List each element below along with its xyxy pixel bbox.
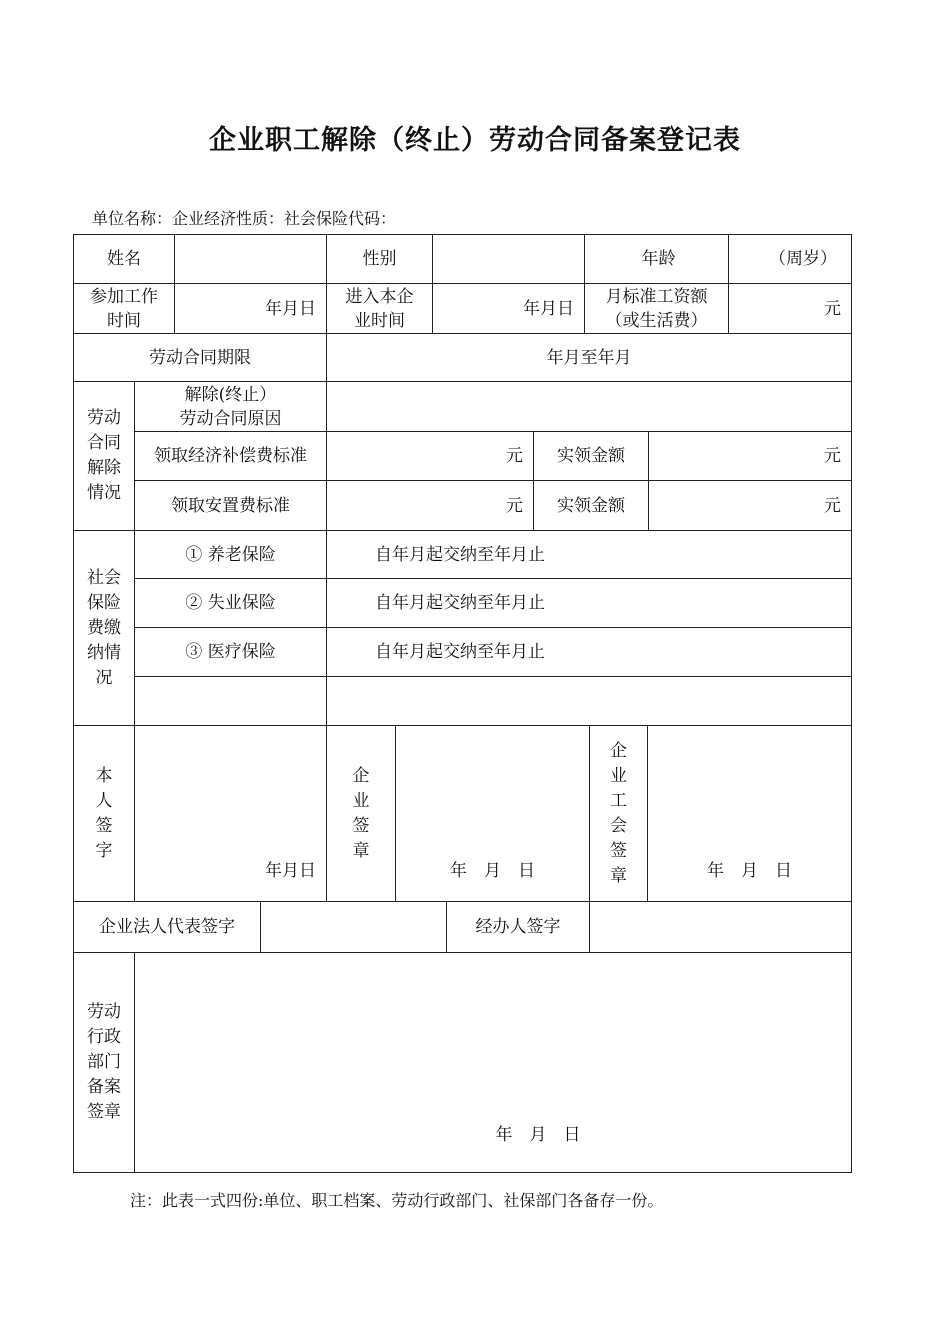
union-seal-char-1: 企 [610, 740, 627, 761]
work-start-line1: 参加工作 [90, 286, 158, 307]
wage-label [585, 284, 728, 333]
reason-line1: 解除(终止） [184, 384, 277, 405]
labor-dept-line-3: 部门 [87, 1052, 121, 1072]
labor-dept-line-4: 备案 [87, 1077, 121, 1097]
insurance-side-3: 费缴 [87, 617, 121, 638]
contract-period-value[interactable]: 年月至年月 [546, 347, 632, 368]
termination-side-3: 解除 [87, 458, 121, 478]
join-date[interactable]: 年月日 [523, 298, 574, 319]
labor-dept-date: 年 月 日 [495, 1125, 581, 1145]
self-sig-char-1: 本 [95, 765, 113, 786]
labor-dept-seal-area[interactable] [135, 953, 851, 1172]
union-seal-area[interactable] [648, 726, 851, 901]
gender-field[interactable] [433, 235, 584, 283]
work-start-line2: 时间 [107, 310, 141, 331]
name-field[interactable] [175, 235, 326, 283]
extra-insurance-label[interactable] [135, 677, 326, 725]
termination-side-1: 劳动 [87, 408, 121, 428]
union-seal-label [590, 726, 647, 901]
join-line2: 业时间 [354, 310, 405, 331]
insurance-side-label [74, 531, 134, 725]
unemployment-label: ② 失业保险 [185, 593, 276, 613]
reason-line2: 劳动合同原因 [179, 408, 282, 429]
termination-side-2: 合同 [87, 433, 121, 453]
self-signature-label [74, 726, 134, 901]
union-seal-char-6: 章 [610, 865, 627, 886]
labor-dept-line-2: 行政 [87, 1027, 121, 1047]
settlement-label: 领取安置费标准 [171, 495, 290, 516]
self-sig-char-4: 字 [95, 840, 113, 861]
unit-info-line: 单位名称：企业经济性质：社会保险代码： [92, 209, 397, 228]
name-label: 姓名 [107, 249, 141, 269]
union-seal-char-3: 工 [610, 790, 627, 811]
termination-reason-field[interactable] [327, 382, 851, 431]
union-seal-char-4: 会 [610, 815, 627, 836]
wage-line2: （或生活费） [605, 310, 708, 331]
settlement-actual-label: 实领金额 [557, 495, 625, 516]
union-seal-date: 年 月 日 [707, 861, 792, 881]
self-sig-char-2: 人 [95, 790, 113, 811]
union-seal-char-2: 业 [610, 765, 627, 786]
insurance-side-2: 保险 [87, 592, 121, 613]
settlement-amount[interactable]: 元 [506, 495, 523, 516]
union-seal-char-5: 签 [610, 840, 627, 861]
pension-period[interactable]: 自年月起交纳至年月止 [375, 544, 545, 565]
company-seal-date: 年 月 日 [450, 861, 535, 881]
compensation-amount[interactable]: 元 [506, 446, 523, 466]
company-seal-char-2: 业 [352, 790, 370, 811]
form-title: 企业职工解除（终止）劳动合同备案登记表 [209, 125, 741, 156]
contract-period-label: 劳动合同期限 [149, 347, 251, 368]
compensation-label: 领取经济补偿费标准 [154, 446, 307, 466]
insurance-side-4: 纳情 [87, 642, 121, 663]
labor-dept-line-1: 劳动 [87, 1002, 121, 1022]
labor-dept-line-5: 签章 [87, 1102, 121, 1122]
compensation-actual-label: 实领金额 [557, 446, 625, 466]
settlement-actual-amount[interactable]: 元 [824, 495, 841, 516]
join-date-label [327, 284, 432, 333]
work-start-date[interactable]: 年月日 [265, 298, 316, 319]
footnote: 注：此表一式四份:单位、职工档案、劳动行政部门、社保部门各备存一份。 [130, 1191, 664, 1210]
termination-side-4: 情况 [87, 483, 121, 503]
legal-rep-signature-field[interactable] [261, 902, 446, 952]
extra-insurance-field[interactable] [327, 677, 851, 725]
pension-label: ① 养老保险 [185, 544, 276, 565]
work-start-label [74, 284, 174, 333]
age-unit: （周岁） [769, 249, 837, 269]
gender-label: 性别 [362, 249, 397, 269]
self-signature-date: 年月日 [265, 861, 316, 881]
labor-dept-label [74, 953, 134, 1172]
handler-label: 经办人签字 [475, 917, 561, 937]
wage-amount[interactable]: 元 [824, 298, 841, 319]
company-seal-char-3: 签 [352, 815, 370, 836]
unemployment-period[interactable]: 自年月起交纳至年月止 [375, 593, 545, 613]
insurance-side-1: 社会 [87, 567, 121, 588]
company-seal-label [327, 726, 395, 901]
join-line1: 进入本企 [345, 286, 414, 307]
insurance-side-5: 况 [95, 667, 113, 688]
compensation-actual-amount[interactable]: 元 [824, 446, 841, 466]
medical-label: ③ 医疗保险 [185, 642, 276, 662]
company-seal-char-1: 企 [352, 765, 370, 786]
wage-line1: 月标准工资额 [605, 286, 708, 307]
self-sig-char-3: 签 [95, 815, 113, 836]
company-seal-area[interactable] [396, 726, 589, 901]
termination-reason-label [135, 382, 326, 431]
age-label: 年龄 [641, 249, 676, 269]
legal-rep-label: 企业法人代表签字 [99, 917, 235, 937]
handler-signature-field[interactable] [590, 902, 851, 952]
company-seal-char-4: 章 [352, 840, 370, 861]
medical-period[interactable]: 自年月起交纳至年月止 [375, 642, 545, 662]
self-signature-area[interactable] [135, 726, 326, 901]
termination-side-label [74, 382, 134, 530]
